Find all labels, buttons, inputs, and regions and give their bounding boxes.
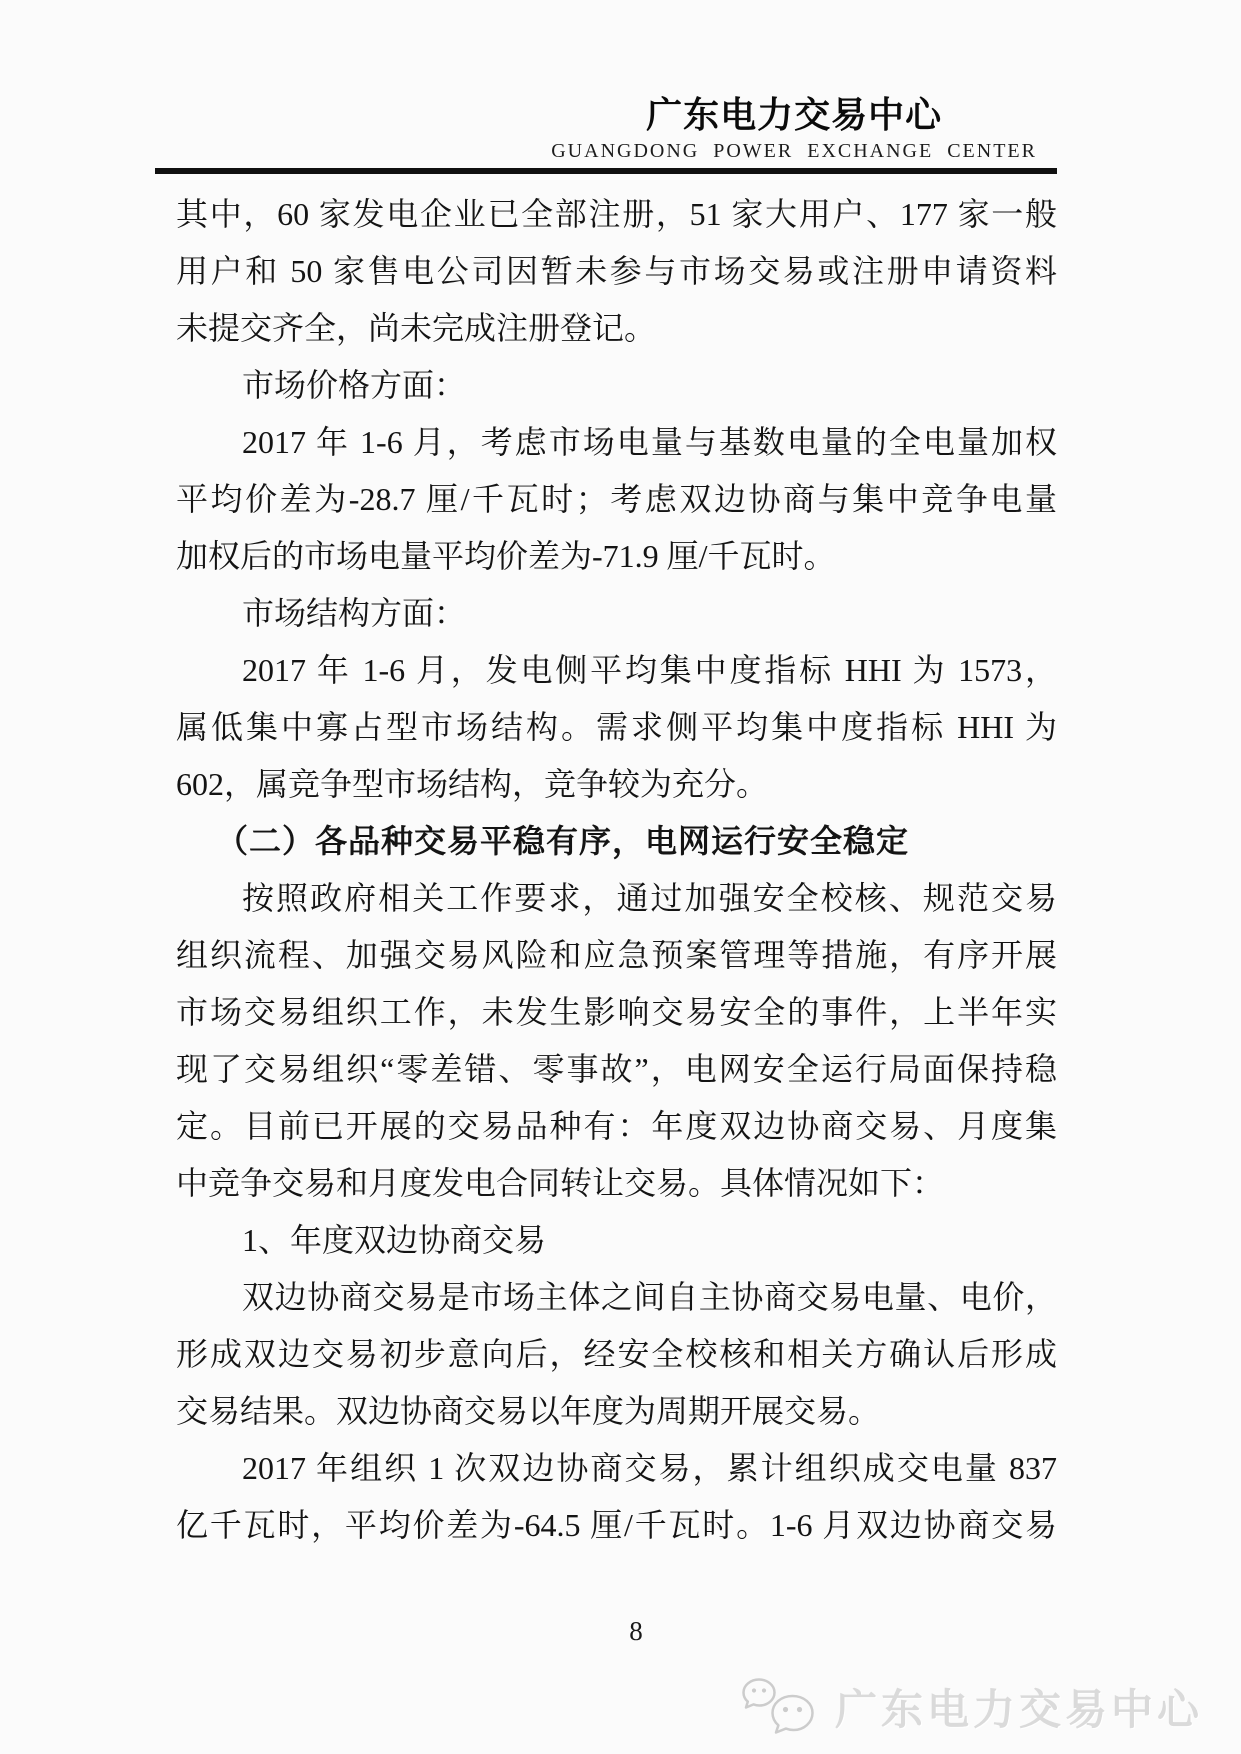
text-line: 亿千瓦时，平均价差为-64.5 厘/千瓦时。1-6 月双边协商交易 — [176, 1507, 1057, 1543]
document-body — [176, 186, 1057, 1554]
text-line: 2017 年 1-6 月，发电侧平均集中度指标 HHI 为 1573， — [242, 652, 1057, 688]
list-item-heading: 1、年度双边协商交易 — [242, 1222, 547, 1258]
text-line: 中竞争交易和月度发电合同转让交易。具体情况如下： — [176, 1165, 945, 1201]
text-line: 未提交齐全，尚未完成注册登记。 — [176, 310, 657, 346]
letterhead-divider — [155, 168, 1057, 174]
text-line: 市场交易组织工作，未发生影响交易安全的事件，上半年实 — [176, 994, 1057, 1030]
text-line: 市场结构方面： — [242, 595, 467, 631]
text-line: 现了交易组织“零差错、零事故”，电网安全运行局面保持稳 — [176, 1051, 1057, 1087]
letterhead — [551, 96, 1037, 163]
text-line: 加权后的市场电量平均价差为-71.9 厘/千瓦时。 — [176, 538, 836, 574]
wechat-icon — [737, 1672, 819, 1742]
text-line: 形成双边交易初步意向后，经安全校核和相关方确认后形成 — [176, 1336, 1057, 1372]
text-line: 双边协商交易是市场主体之间自主协商交易电量、电价， — [242, 1279, 1057, 1315]
text-line: 属低集中寡占型市场结构。需求侧平均集中度指标 HHI 为 — [176, 709, 1057, 745]
text-line: 602，属竞争型市场结构，竞争较为充分。 — [176, 766, 769, 802]
watermark-label: 广东电力交易中心 — [834, 1685, 1203, 1734]
text-line: 组织流程、加强交易风险和应急预案管理等措施，有序开展 — [176, 937, 1057, 973]
section-heading: （二）各品种交易平稳有序，电网运行安全稳定 — [216, 822, 910, 860]
text-line: 定。目前已开展的交易品种有：年度双边协商交易、月度集 — [176, 1108, 1057, 1144]
text-line: 用户和 50 家售电公司因暂未参与市场交易或注册申请资料 — [176, 253, 1057, 289]
letterhead-subtitle: GUANGDONG POWER EXCHANGE CENTER — [551, 140, 1037, 162]
text-line: 平均价差为-28.7 厘/千瓦时；考虑双边协商与集中竞争电量 — [176, 481, 1057, 517]
text-line: 2017 年 1-6 月，考虑市场电量与基数电量的全电量加权 — [242, 424, 1057, 460]
text-line: 市场价格方面： — [242, 367, 467, 403]
letterhead-title: 广东电力交易中心 — [646, 95, 943, 136]
watermark — [737, 1672, 1203, 1742]
page-number: 8 — [629, 1616, 643, 1646]
text-line: 2017 年组织 1 次双边协商交易，累计组织成交电量 837 — [242, 1450, 1057, 1486]
text-line: 按照政府相关工作要求，通过加强安全校核、规范交易 — [242, 880, 1057, 916]
text-line: 其中，60 家发电企业已全部注册，51 家大用户、177 家一般 — [176, 196, 1057, 232]
text-line: 交易结果。双边协商交易以年度为周期开展交易。 — [176, 1393, 881, 1429]
